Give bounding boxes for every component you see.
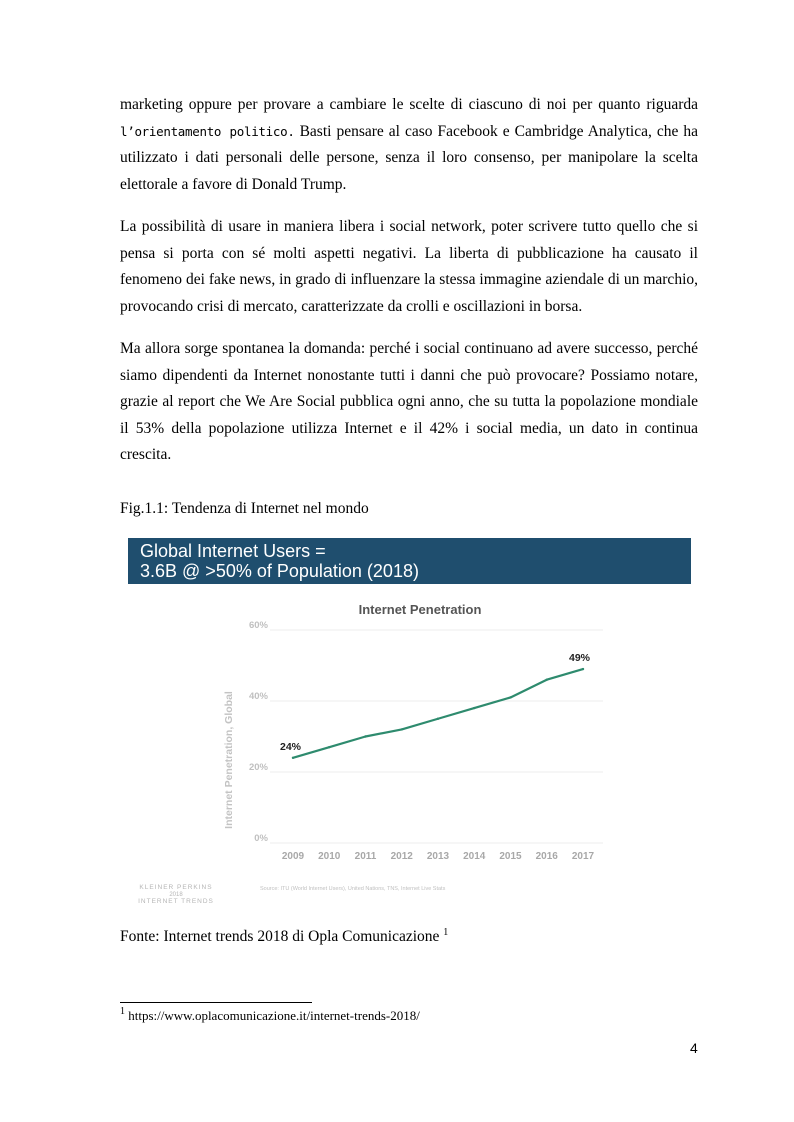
x-tick-label: 2015 [499,851,522,862]
x-tick-label: 2017 [571,851,595,862]
data-label-start: 24% [280,740,302,753]
data-point [328,746,330,748]
data-point [292,757,294,759]
x-tick-label: 2009 [281,851,305,862]
political-orientation-phrase: l’orientamento politico. [120,123,295,139]
x-tick-label: 2011 [354,851,377,862]
x-tick-label: 2010 [318,851,341,862]
banner-line-1: Global Internet Users = [140,541,326,561]
footnote [120,1008,420,1024]
chart-title: Internet Penetration [358,602,482,617]
figure-source: Fonte: Internet trends 2018 di Opla Comunicazione $^1$ [120,927,449,945]
data-point [509,696,511,698]
paragraph-3: Ma allora sorge spontanea la domanda: perché i social continuano ad avere successo, perché siamo dipendenti da Internet nonostante tutti i danni che può provocare? Possiamo notare, grazie al report che We Are Social pubblica ogni anno, che su tutta la popolazione mondiale il 53% della popolazione utilizza Internet e il 42% i social media, un dato in continua crescita. [120,340,698,463]
internet-penetration-chart [120,530,698,910]
data-label-end: 49% [569,652,591,665]
y-axis-label: Internet Penetration, Global [223,691,235,829]
data-point [401,728,403,730]
page-number: 4 [690,1040,698,1056]
brand-line-2: 2018 [169,892,183,898]
data-point [582,668,584,670]
footnote-number: 1 [120,1006,125,1017]
data-point [473,707,475,709]
paragraph-2: La possibilità di usare in maniera libera i social network, poter scrivere tutto quello che si pensa si porta con sé molti aspetti negativi. La liberta di pubblicazione ha causato il fenomeno dei fake news, in grado di influenzare la stessa immagine aziendale di un marchio, provocando crisi di mercato, caratterizzate da crolli e oscillazioni in borsa. [120,218,698,315]
footnote-url: https://www.oplacomunicazione.it/internet-trends-2018/ [128,1008,420,1023]
x-tick-label: 2013 [426,851,450,862]
series-line [293,669,583,758]
brand-line-1: KLEINER PERKINS [139,884,213,891]
banner-line-2: 3.6B @ >50% of Population (2018) [140,561,419,581]
x-tick-label: 2014 [463,851,486,862]
figure-caption: Fig.1.1: Tendenza di Internet nel mondo [120,500,369,517]
x-tick-label: 2012 [390,851,413,862]
footnote-ref: 1 [443,927,449,938]
y-tick-label: 20% [248,762,268,773]
x-tick-label: 2016 [535,851,558,862]
y-tick-label: 0% [254,833,268,844]
y-tick-label: 40% [248,691,268,702]
footnote-rule [120,1002,312,1003]
source-note: Source: ITU (World Internet Users), United Nations, TNS, Internet Live Stats [260,886,446,892]
data-point [364,735,366,737]
data-point [437,718,439,720]
brand-line-3: INTERNET TRENDS [138,898,214,905]
paragraph-1: marketing oppure per provare a cambiare le scelte di ciascuno di noi per quanto riguarda l’orientamento politico. Basti pensare al caso Facebook e Cambridge Analytica, che ha utilizzato i dati personali delle persone, senza il loro consenso, per manipolare la scelta elettorale a favore di Donald Trump. [120,96,698,193]
y-tick-label: 60% [248,620,268,631]
figure-internet-users [120,530,698,910]
data-point [546,679,548,681]
